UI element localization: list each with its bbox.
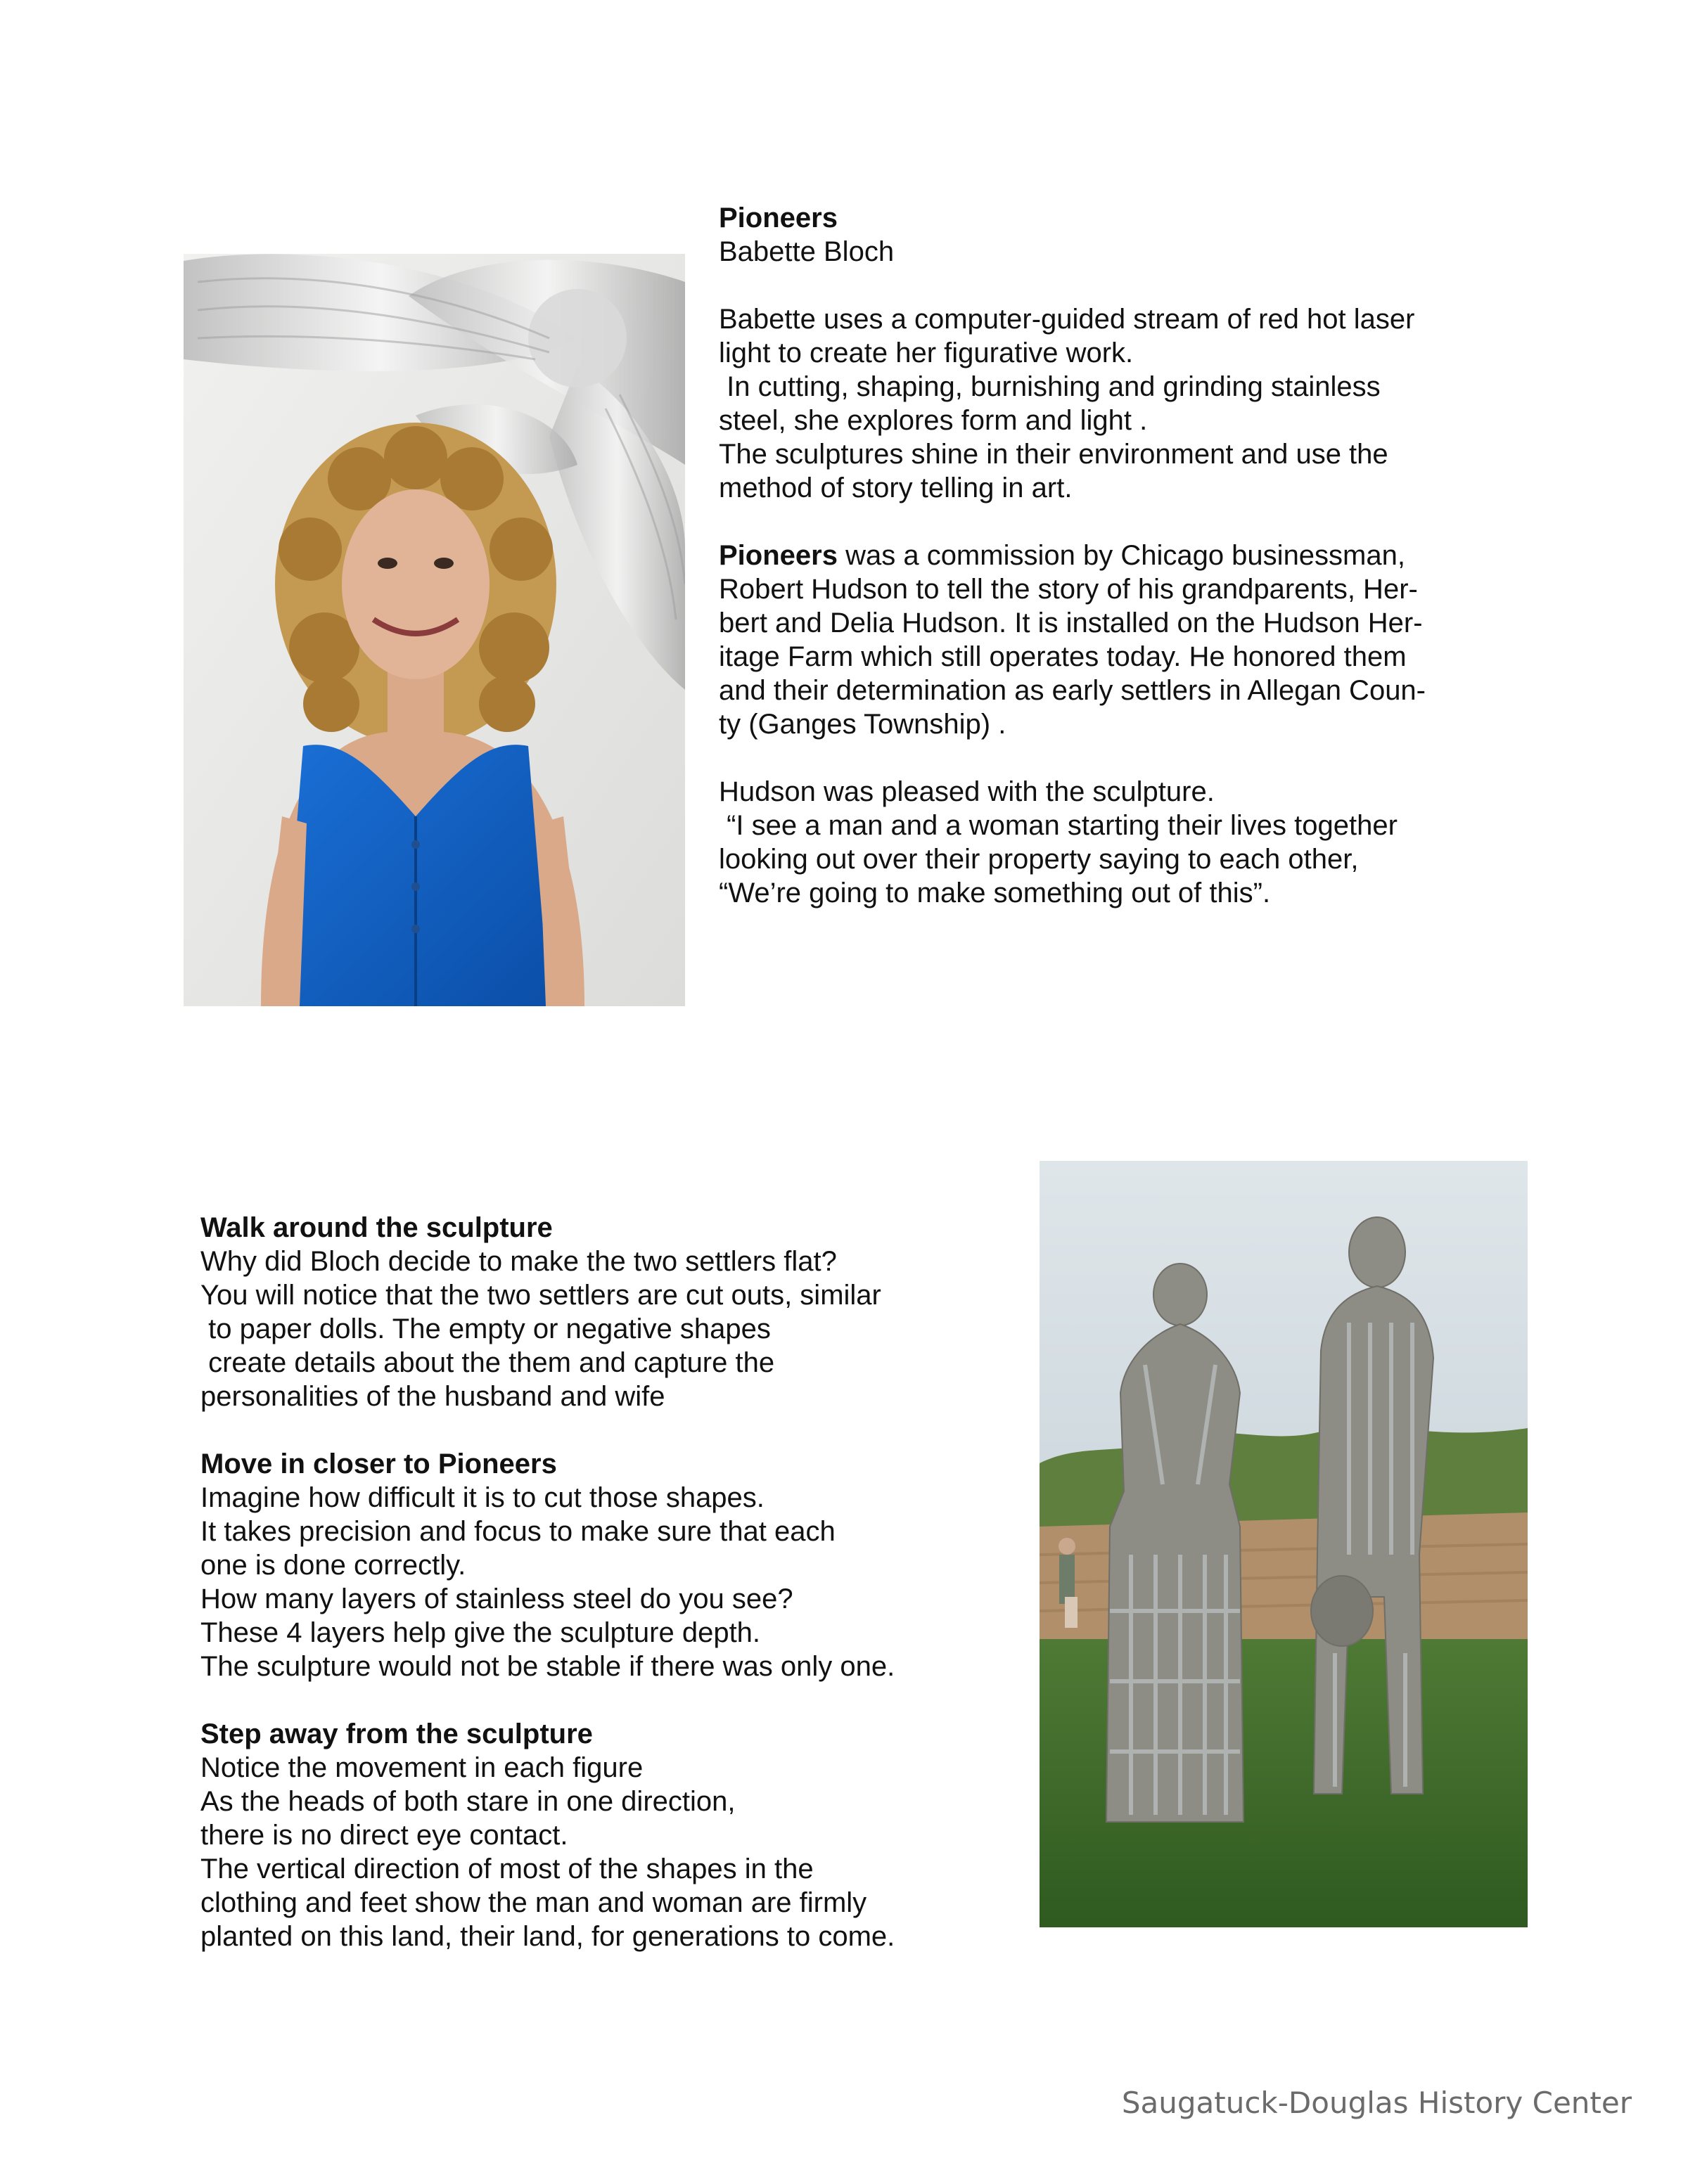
section-line: create details about the them and capture the <box>200 1347 775 1378</box>
history-center-watermark: Saugatuck-Douglas History Center <box>1121 2086 1632 2120</box>
artist-name: Babette Bloch <box>719 236 895 267</box>
section-line: As the heads of both stare in one direction, <box>200 1786 736 1817</box>
guide-section-step-away <box>200 1717 1009 1953</box>
paragraph-line: bert and Delia Hudson. It is installed on the Hudson Her- <box>719 608 1423 638</box>
visitor-guide-text-block <box>200 1211 1009 1953</box>
paragraph-line: “I see a man and a woman starting their lives together <box>719 810 1398 841</box>
artist-portrait-illustration <box>184 254 685 1006</box>
paragraph-line: itage Farm which still operates today. He honored them <box>719 641 1407 672</box>
intro-text-block <box>719 201 1528 910</box>
section-line: clothing and feet show the man and woman are firmly <box>200 1887 867 1918</box>
section-line: You will notice that the two settlers are cut outs, similar <box>200 1280 881 1311</box>
pioneers-sculpture-illustration <box>1040 1161 1528 1927</box>
section-line: Imagine how difficult it is to cut those shapes. <box>200 1482 765 1513</box>
section-line: personalities of the husband and wife <box>200 1381 665 1412</box>
artist-portrait-photo <box>184 254 685 1006</box>
paragraph-line: ty (Ganges Township) . <box>719 709 1006 740</box>
paragraph-line: Babette uses a computer-guided stream of red hot laser <box>719 304 1415 335</box>
commission-paragraph <box>719 539 1528 741</box>
section-line: one is done correctly. <box>200 1550 466 1581</box>
section-line: These 4 layers help give the sculpture depth. <box>200 1617 761 1648</box>
artwork-title: Pioneers <box>719 203 838 233</box>
section-line: planted on this land, their land, for generations to come. <box>200 1921 895 1952</box>
paragraph-line: looking out over their property saying to each other, <box>719 844 1359 875</box>
section-line: How many layers of stainless steel do you see? <box>200 1584 793 1614</box>
section-line: Notice the movement in each figure <box>200 1752 644 1783</box>
paragraph-line: In cutting, shaping, burnishing and grinding stainless <box>719 371 1381 402</box>
section-heading: Walk around the sculpture <box>200 1212 553 1243</box>
section-heading: Step away from the sculpture <box>200 1719 593 1749</box>
section-line: there is no direct eye contact. <box>200 1820 568 1851</box>
paragraph-line: light to create her figurative work. <box>719 338 1134 368</box>
paragraph-line: The sculptures shine in their environment and use the <box>719 439 1388 470</box>
guide-section-move-closer <box>200 1447 1009 1683</box>
paragraph-line: and their determination as early settlers in Allegan Coun- <box>719 675 1426 706</box>
section-line: It takes precision and focus to make sure that each <box>200 1516 836 1547</box>
sculpture-photo <box>1040 1161 1528 1927</box>
section-line: The vertical direction of most of the shapes in the <box>200 1854 814 1884</box>
guide-section-walk-around <box>200 1211 1009 1413</box>
section-heading: Move in closer to Pioneers <box>200 1448 557 1479</box>
artwork-title-inline: Pioneers <box>719 540 838 571</box>
section-line: to paper dolls. The empty or negative shapes <box>200 1313 771 1344</box>
paragraph-line: Hudson was pleased with the sculpture. <box>719 776 1215 807</box>
section-line: The sculpture would not be stable if there was only one. <box>200 1651 895 1682</box>
paragraph-line-rest: was a commission by Chicago businessman, <box>837 540 1405 571</box>
artist-description-paragraph <box>719 302 1528 505</box>
paragraph-line: method of story telling in art. <box>719 473 1073 503</box>
paragraph-line: steel, she explores form and light . <box>719 405 1148 436</box>
quote-paragraph <box>719 775 1528 910</box>
section-line: Why did Bloch decide to make the two settlers flat? <box>200 1246 837 1277</box>
paragraph-line <box>719 539 1528 572</box>
paragraph-line: Robert Hudson to tell the story of his grandparents, Her- <box>719 574 1418 605</box>
paragraph-line: “We’re going to make something out of this”. <box>719 878 1271 908</box>
